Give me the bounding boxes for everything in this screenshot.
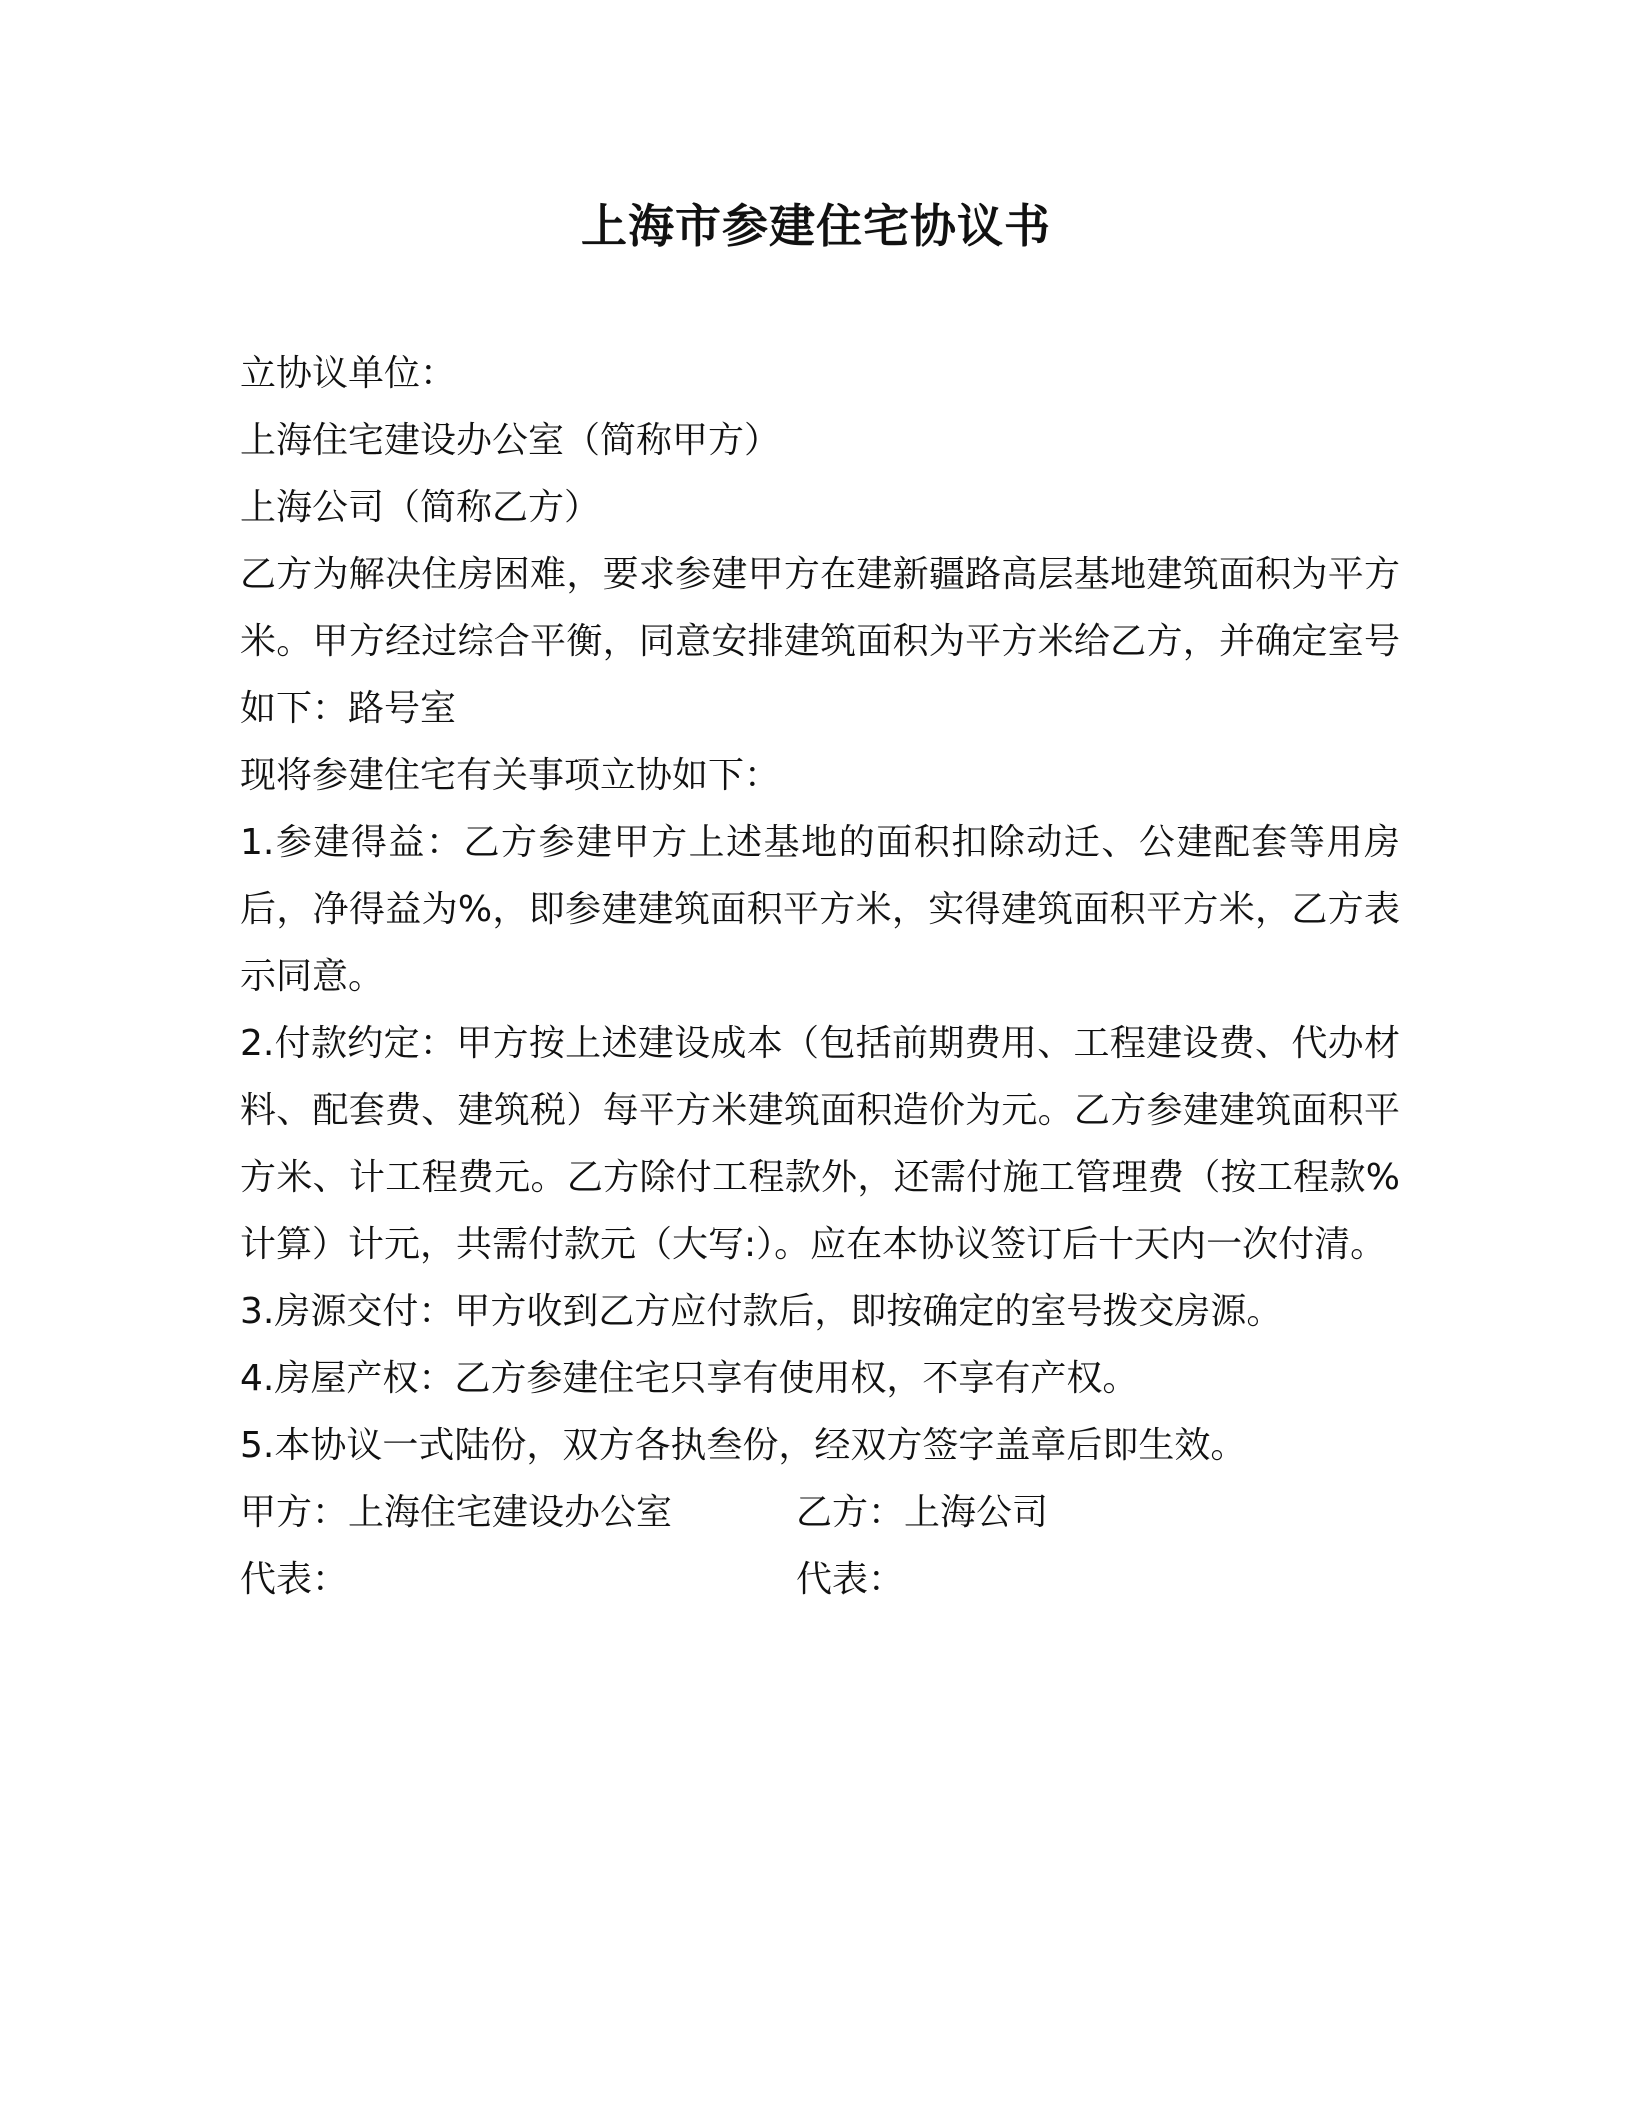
- paragraph-parties-heading: 立协议单位：: [240, 353, 457, 394]
- signature-row-parties: [240, 1479, 1400, 1546]
- document-title: 上海市参建住宅协议书: [581, 199, 1051, 253]
- clause-1-benefit: 1.参建得益：乙方参建甲方上述基地的面积扣除动迁、公建配套等用房后，净得益为%，即参建建筑面积平方米，实得建筑面积平方米，乙方表示同意。: [240, 822, 1400, 997]
- clause-3-delivery: 3.房源交付：甲方收到乙方应付款后，即按确定的室号拨交房源。: [240, 1291, 1283, 1332]
- signature-row-representatives: [240, 1546, 1400, 1613]
- paragraph-intro: 乙方为解决住房困难，要求参建甲方在建新疆路高层基地建筑面积为平方米。甲方经过综合平衡，同意安排建筑面积为平方米给乙方，并确定室号如下：路号室: [240, 554, 1400, 729]
- signature-rep-b: 代表：: [796, 1559, 905, 1600]
- signature-party-a: 甲方：上海住宅建设办公室: [240, 1492, 673, 1533]
- signature-rep-a: 代表：: [240, 1559, 349, 1600]
- clause-4-ownership: 4.房屋产权：乙方参建住宅只享有使用权，不享有产权。: [240, 1358, 1139, 1399]
- clause-5-copies: 5.本协议一式陆份，双方各执叁份，经双方签字盖章后即生效。: [240, 1425, 1247, 1466]
- paragraph-party-a: 上海住宅建设办公室（简称甲方）: [240, 420, 781, 461]
- signature-party-b: 乙方：上海公司: [796, 1492, 1049, 1533]
- clause-2-payment: 2.付款约定：甲方按上述建设成本（包括前期费用、工程建设费、代办材料、配套费、建筑税）每平方米建筑面积造价为元。乙方参建建筑面积平方米、计工程费元。乙方除付工程款外，还需付施工管理费（按工程款%计算）计元，共需付款元（大写:）。应在本协议签订后十天内一次付清。: [240, 1023, 1400, 1265]
- document-body: [240, 340, 1400, 1613]
- paragraph-party-b: 上海公司（简称乙方）: [240, 487, 601, 528]
- paragraph-terms-heading: 现将参建住宅有关事项立协如下：: [240, 755, 781, 796]
